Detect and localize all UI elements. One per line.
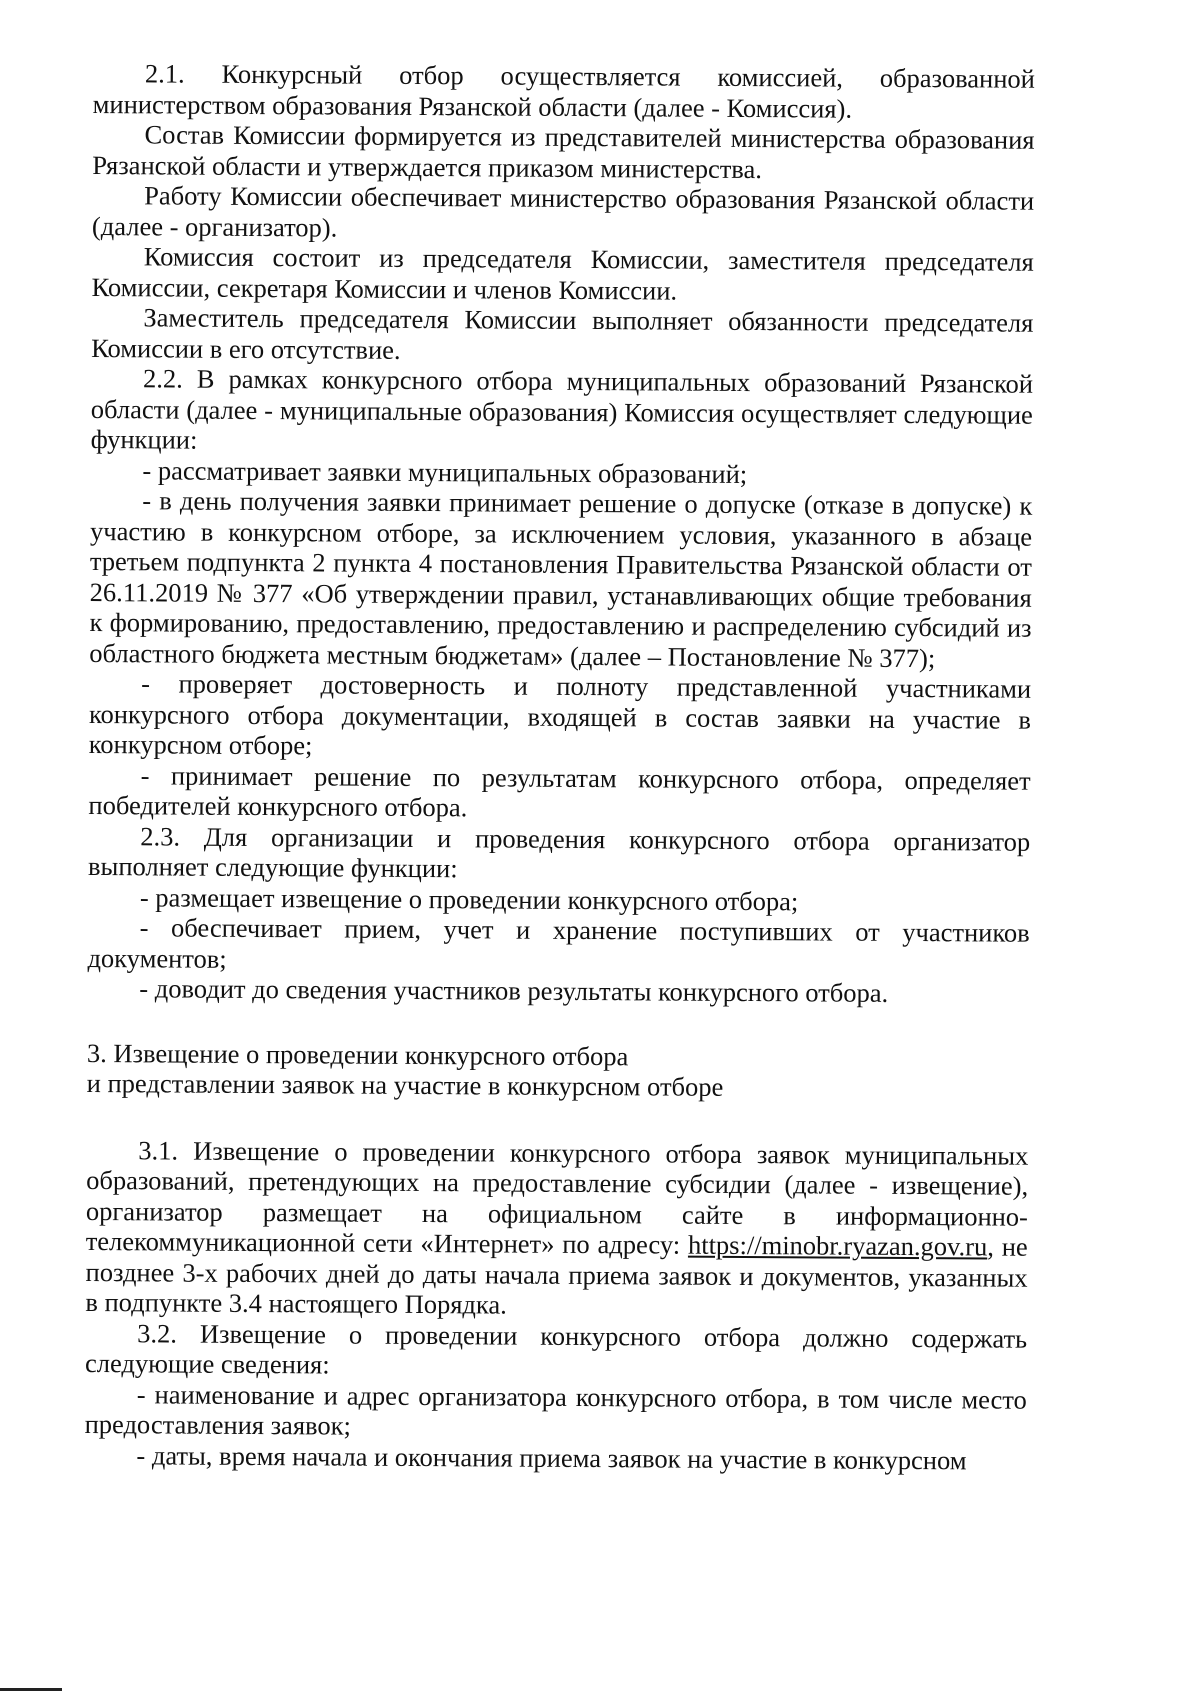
commission-function-item: - проверяет достоверность и полноту представленной участниками конкурсного отбора документации, входящей в состав заявки на участие в конкурсном отборе;	[88, 668, 1032, 761]
organizer-function-item: - доводит до сведения участников результаты конкурсного отбора.	[139, 973, 889, 1008]
commission-function-item: - в день получения заявки принимает решение о допуске (отказе в допуске) к участию в конкурсном отборе, за исключением условия, указанного в абзаце третьем подпункта 2 пункта 4 постановления Правительства Рязанской области от 26.11.2019 № 377 «Об утверждении правил, устанавливающих общие требования к формированию, предоставлению, предоставлению и распределению субсидий из областного бюджета местным бюджетам» (далее – Постановление № 377);	[89, 485, 1033, 673]
paragraph-2-2: 2.2. В рамках конкурсного отбора муниципальных образований Рязанской области (далее - муниципальные образования) Комиссия осуществляет следующие функции:	[90, 363, 1034, 455]
document-page	[84, 58, 1035, 1476]
minobr-website-link[interactable]: https://minobr.ryazan.gov.ru	[687, 1229, 988, 1262]
paragraph-commission-work: Работу Комиссии обеспечивает министерство образования Рязанской области (далее - организатор).	[91, 180, 1035, 242]
section-3-heading-line-1: 3. Извещение о проведении конкурсного отбора	[86, 1037, 629, 1071]
paragraph-deputy-chairman: Заместитель председателя Комиссии выполняет обязанности председателя Комиссии в его отсутствие.	[91, 302, 1034, 365]
commission-function-item: - принимает решение по результатам конкурсного отбора, определяет победителей конкурсного отбора.	[88, 759, 1031, 823]
paragraph-3-1	[85, 1134, 1028, 1323]
paragraph-3-1-text: 3.1. Извещение о проведении конкурсного отбора заявок муниципальных образований, претендующих на предоставление субсидии (далее - извещение), организатор размещает на официальном сайте в информационно-телекоммуникационной сети «Интернет» по адресу:	[85, 1134, 1029, 1260]
scan-edge-mark	[0, 1688, 62, 1691]
paragraph-commission-members: Комиссия состоит из председателя Комиссии, заместителя председателя Комиссии, секретаря Комиссии и членов Комиссии.	[91, 241, 1034, 306]
paragraph-commission-composition: Состав Комиссии формируется из представителей министерства образования Рязанской области и утверждается приказом министерства.	[92, 119, 1035, 184]
paragraph-3-1-text-end: , не позднее 3-х рабочих дней до даты начала приема заявок и документов, указанных в подпункте 3.4 настоящего Порядка.	[85, 1231, 1028, 1320]
paragraph-2-3: 2.3. Для организации и проведения конкурсного отбора организатор выполняет следующие функции:	[87, 820, 1031, 884]
organizer-function-item: - обеспечивает прием, учет и хранение поступивших от участников документов;	[87, 912, 1030, 974]
paragraph-2-1: 2.1. Конкурсный отбор осуществляется комиссией, образованной министерством образования Рязанской области (далее - Комиссия).	[92, 58, 1035, 124]
section-3-heading	[87, 1037, 1029, 1104]
notice-content-item: - наименование и адрес организатора конкурсного отбора, в том числе место предоставления заявок;	[84, 1378, 1027, 1441]
section-3-heading-line-2: и представлении заявок на участие в конкурсном отборе	[86, 1067, 724, 1102]
notice-content-item: - даты, время начала и окончания приема заявок на участие в конкурсном	[136, 1439, 967, 1475]
paragraph-3-2: 3.2. Извещение о проведении конкурсного отбора должно содержать следующие сведения:	[84, 1317, 1028, 1380]
organizer-function-item: - размещает извещение о проведении конкурсного отбора;	[139, 881, 799, 916]
commission-function-item: - рассматривает заявки муниципальных образований;	[142, 454, 748, 489]
